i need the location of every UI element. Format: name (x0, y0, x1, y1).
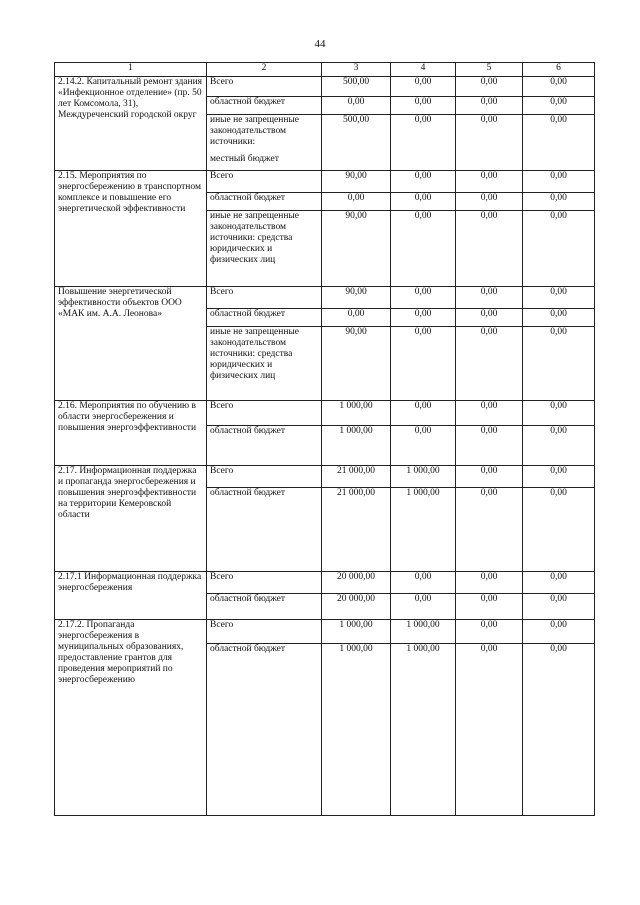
value-cell: 0,00 (391, 426, 456, 466)
value-cell: 0,00 (391, 97, 456, 115)
table-row (55, 171, 595, 193)
funding-source: областной бюджет (207, 594, 322, 620)
value-cell: 0,00 (456, 171, 523, 193)
value-cell: 1 000,00 (322, 426, 391, 466)
funding-source: Всего (207, 287, 322, 309)
activity-name: 2.17.2. Пропаганда энергосбережения в муниципальных образованиях, предоставление грантов для проведения мероприятий по энергосбережению (55, 620, 207, 816)
value-cell: 0,00 (391, 287, 456, 309)
funding-source: Всего (207, 171, 322, 193)
value-cell: 0,00 (456, 327, 523, 401)
value-cell: 0,00 (523, 171, 595, 193)
value-cell: 90,00 (322, 327, 391, 401)
value-cell: 0,00 (523, 309, 595, 327)
value-cell: 0,00 (456, 193, 523, 211)
value-cell: 0,00 (456, 572, 523, 594)
funding-source-label: иные не запрещенные законодательством источники: (210, 115, 300, 147)
value-cell: 90,00 (322, 287, 391, 309)
value-cell: 0,00 (523, 401, 595, 426)
activity-name: Повышение энергетической эффективности объектов ООО «МАК им. А.А. Леонова» (55, 287, 207, 401)
value-cell: 0,00 (523, 572, 595, 594)
activity-name: 2.16. Мероприятия по обучению в области энергосбережения и повышения энергоэффективности (55, 401, 207, 466)
funding-source: областной бюджет (207, 309, 322, 327)
funding-source: иные не запрещенные законодательством источники: средства юридических и физических лиц (207, 327, 322, 401)
value-cell: 0,00 (391, 594, 456, 620)
value-cell: 0,00 (456, 426, 523, 466)
funding-table (54, 62, 595, 816)
column-header: 4 (391, 63, 456, 77)
table-header-row (55, 63, 595, 77)
value-cell: 0,00 (322, 309, 391, 327)
value-cell: 0,00 (523, 466, 595, 488)
value-cell: 0,00 (523, 620, 595, 644)
value-cell: 1 000,00 (391, 644, 456, 816)
value-cell: 0,00 (391, 401, 456, 426)
value-cell: 0,00 (523, 594, 595, 620)
table-row (55, 77, 595, 97)
value-cell: 0,00 (391, 77, 456, 97)
funding-source (207, 115, 322, 171)
funding-source: областной бюджет (207, 426, 322, 466)
column-header: 6 (523, 63, 595, 77)
value-cell: 0,00 (456, 211, 523, 287)
table-row (55, 572, 595, 594)
funding-source: иные не запрещенные законодательством источники: средства юридических и физических лиц (207, 211, 322, 287)
value-cell: 500,00 (322, 77, 391, 97)
value-cell: 0,00 (391, 211, 456, 287)
column-header: 1 (55, 63, 207, 77)
column-header: 5 (456, 63, 523, 77)
value-cell: 1 000,00 (322, 644, 391, 816)
value-cell: 0,00 (456, 488, 523, 572)
value-cell: 0,00 (391, 171, 456, 193)
activity-name: 2.17.1 Информационная поддержка энергосбережения (55, 572, 207, 620)
value-cell: 0,00 (391, 327, 456, 401)
value-cell: 0,00 (523, 327, 595, 401)
value-cell: 0,00 (523, 211, 595, 287)
value-cell: 0,00 (456, 620, 523, 644)
value-cell: 0,00 (456, 115, 523, 171)
value-cell: 1 000,00 (391, 620, 456, 644)
value-cell: 0,00 (391, 309, 456, 327)
value-cell: 21 000,00 (322, 488, 391, 572)
value-cell: 0,00 (322, 193, 391, 211)
funding-source: областной бюджет (207, 97, 322, 115)
table-row (55, 466, 595, 488)
value-cell: 0,00 (523, 97, 595, 115)
value-cell: 0,00 (391, 193, 456, 211)
value-cell: 0,00 (523, 426, 595, 466)
funding-source: областной бюджет (207, 488, 322, 572)
value-cell: 1 000,00 (391, 466, 456, 488)
value-cell: 1 000,00 (391, 488, 456, 572)
value-cell: 0,00 (322, 97, 391, 115)
value-cell: 0,00 (456, 97, 523, 115)
value-cell: 0,00 (523, 287, 595, 309)
value-cell: 500,00 (322, 115, 391, 171)
column-header: 2 (207, 63, 322, 77)
value-cell: 1 000,00 (322, 401, 391, 426)
funding-source: областной бюджет (207, 644, 322, 816)
value-cell: 20 000,00 (322, 572, 391, 594)
funding-source: Всего (207, 572, 322, 594)
value-cell: 0,00 (523, 193, 595, 211)
value-cell: 1 000,00 (322, 620, 391, 644)
value-cell: 21 000,00 (322, 466, 391, 488)
funding-source: Всего (207, 401, 322, 426)
value-cell: 0,00 (523, 644, 595, 816)
funding-source-sub: местный бюджет (210, 154, 279, 164)
table-row (55, 287, 595, 309)
activity-name: 2.17. Информационная поддержка и пропаганда энергосбережения и повышения энергоэффективности на территории Кемеровской области (55, 466, 207, 572)
value-cell: 0,00 (523, 115, 595, 171)
value-cell: 0,00 (523, 488, 595, 572)
funding-source: Всего (207, 466, 322, 488)
value-cell: 0,00 (391, 115, 456, 171)
value-cell: 90,00 (322, 171, 391, 193)
value-cell: 0,00 (456, 594, 523, 620)
value-cell: 90,00 (322, 211, 391, 287)
value-cell: 0,00 (456, 309, 523, 327)
value-cell: 20 000,00 (322, 594, 391, 620)
value-cell: 0,00 (391, 572, 456, 594)
value-cell: 0,00 (456, 401, 523, 426)
value-cell: 0,00 (456, 466, 523, 488)
activity-name: 2.14.2. Капитальный ремонт здания «Инфекционное отделение» (пр. 50 лет Комсомола, 31), Междуреченский городской округ (55, 77, 207, 171)
funding-source: Всего (207, 77, 322, 97)
table-row (55, 620, 595, 644)
value-cell: 0,00 (523, 77, 595, 97)
value-cell: 0,00 (456, 77, 523, 97)
page-number: 44 (314, 38, 326, 50)
funding-source: областной бюджет (207, 193, 322, 211)
column-header: 3 (322, 63, 391, 77)
funding-source: Всего (207, 620, 322, 644)
value-cell: 0,00 (456, 287, 523, 309)
value-cell: 0,00 (456, 644, 523, 816)
activity-name: 2.15. Мероприятия по энергосбережению в транспортном комплексе и повышение его энергетической эффективности (55, 171, 207, 287)
table-row (55, 401, 595, 426)
